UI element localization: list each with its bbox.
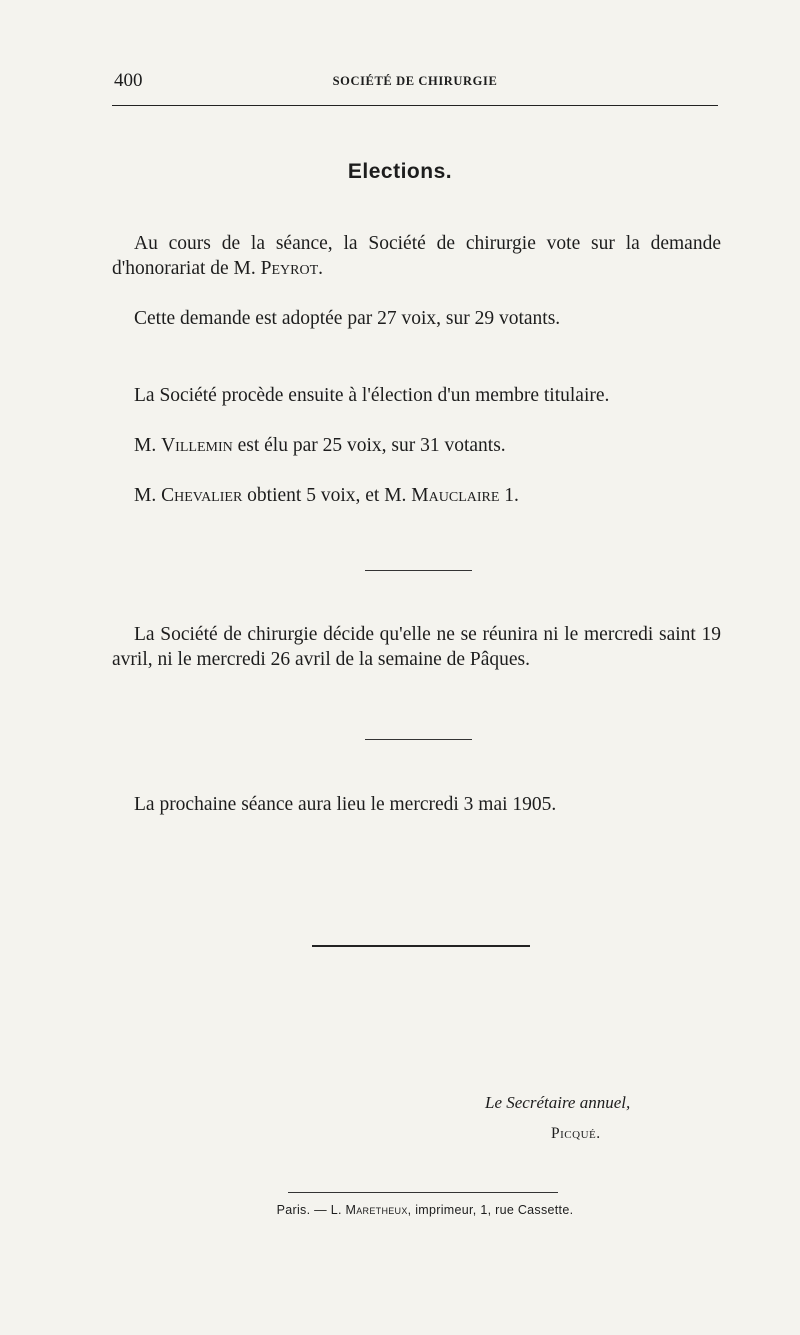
- paragraph-honorariat-text: Au cours de la séance, la Société de chirurgie vote sur la demande d'honorariat de M.: [112, 233, 721, 279]
- paragraph-election: La Société procède ensuite à l'élection d'un membre titulaire.: [134, 385, 610, 406]
- paragraph-villemin: [112, 433, 721, 458]
- printer-imprint: [0, 1203, 800, 1217]
- closing-rule: [312, 945, 530, 947]
- paragraph-honorariat: [112, 231, 721, 281]
- paragraph-chevalier-mid: obtient 5 voix, et M.: [242, 485, 412, 506]
- printer-name: Maretheux: [345, 1203, 408, 1217]
- secretary-title: Le Secrétaire annuel,: [485, 1093, 631, 1112]
- paragraph-villemin-end: est élu par 25 voix, sur 31 votants.: [232, 435, 506, 456]
- secretary-name: Picqué.: [551, 1125, 601, 1142]
- paragraph-chevalier: [112, 483, 721, 508]
- journal-name: SOCIÉTÉ DE CHIRURGIE: [332, 74, 498, 88]
- page-number: 400: [114, 70, 143, 91]
- imprint-start: Paris. — L.: [276, 1203, 346, 1217]
- header-rule: [112, 105, 718, 106]
- paragraph-honorariat-end: .: [318, 258, 324, 279]
- separator-rule: [365, 739, 472, 740]
- paragraph-chevalier-start: M.: [134, 485, 162, 506]
- imprint-rule: [288, 1192, 558, 1193]
- running-head: [112, 70, 718, 94]
- paragraph-villemin-start: M.: [134, 435, 162, 456]
- paragraph-chevalier-end: 1.: [499, 485, 519, 506]
- name-villemin: Villemin: [161, 435, 233, 456]
- paragraph-next-session: La prochaine séance aura lieu le mercredi 3 mai 1905.: [134, 794, 557, 815]
- name-chevalier: Chevalier: [161, 485, 243, 506]
- imprint-end: , imprimeur, 1, rue Cassette.: [407, 1203, 574, 1217]
- name-mauclaire: Mauclaire: [411, 485, 500, 506]
- name-peyrot: Peyrot: [260, 258, 319, 279]
- paragraph-no-meeting: La Société de chirurgie décide qu'elle ne se réunira ni le mercredi saint 19 avril, ni le mercredi 26 avril de la semaine de Pâques.: [112, 624, 721, 670]
- separator-rule: [365, 570, 472, 571]
- section-title: Elections.: [347, 160, 453, 183]
- paragraph-vote-result: Cette demande est adoptée par 27 voix, sur 29 votants.: [134, 308, 561, 329]
